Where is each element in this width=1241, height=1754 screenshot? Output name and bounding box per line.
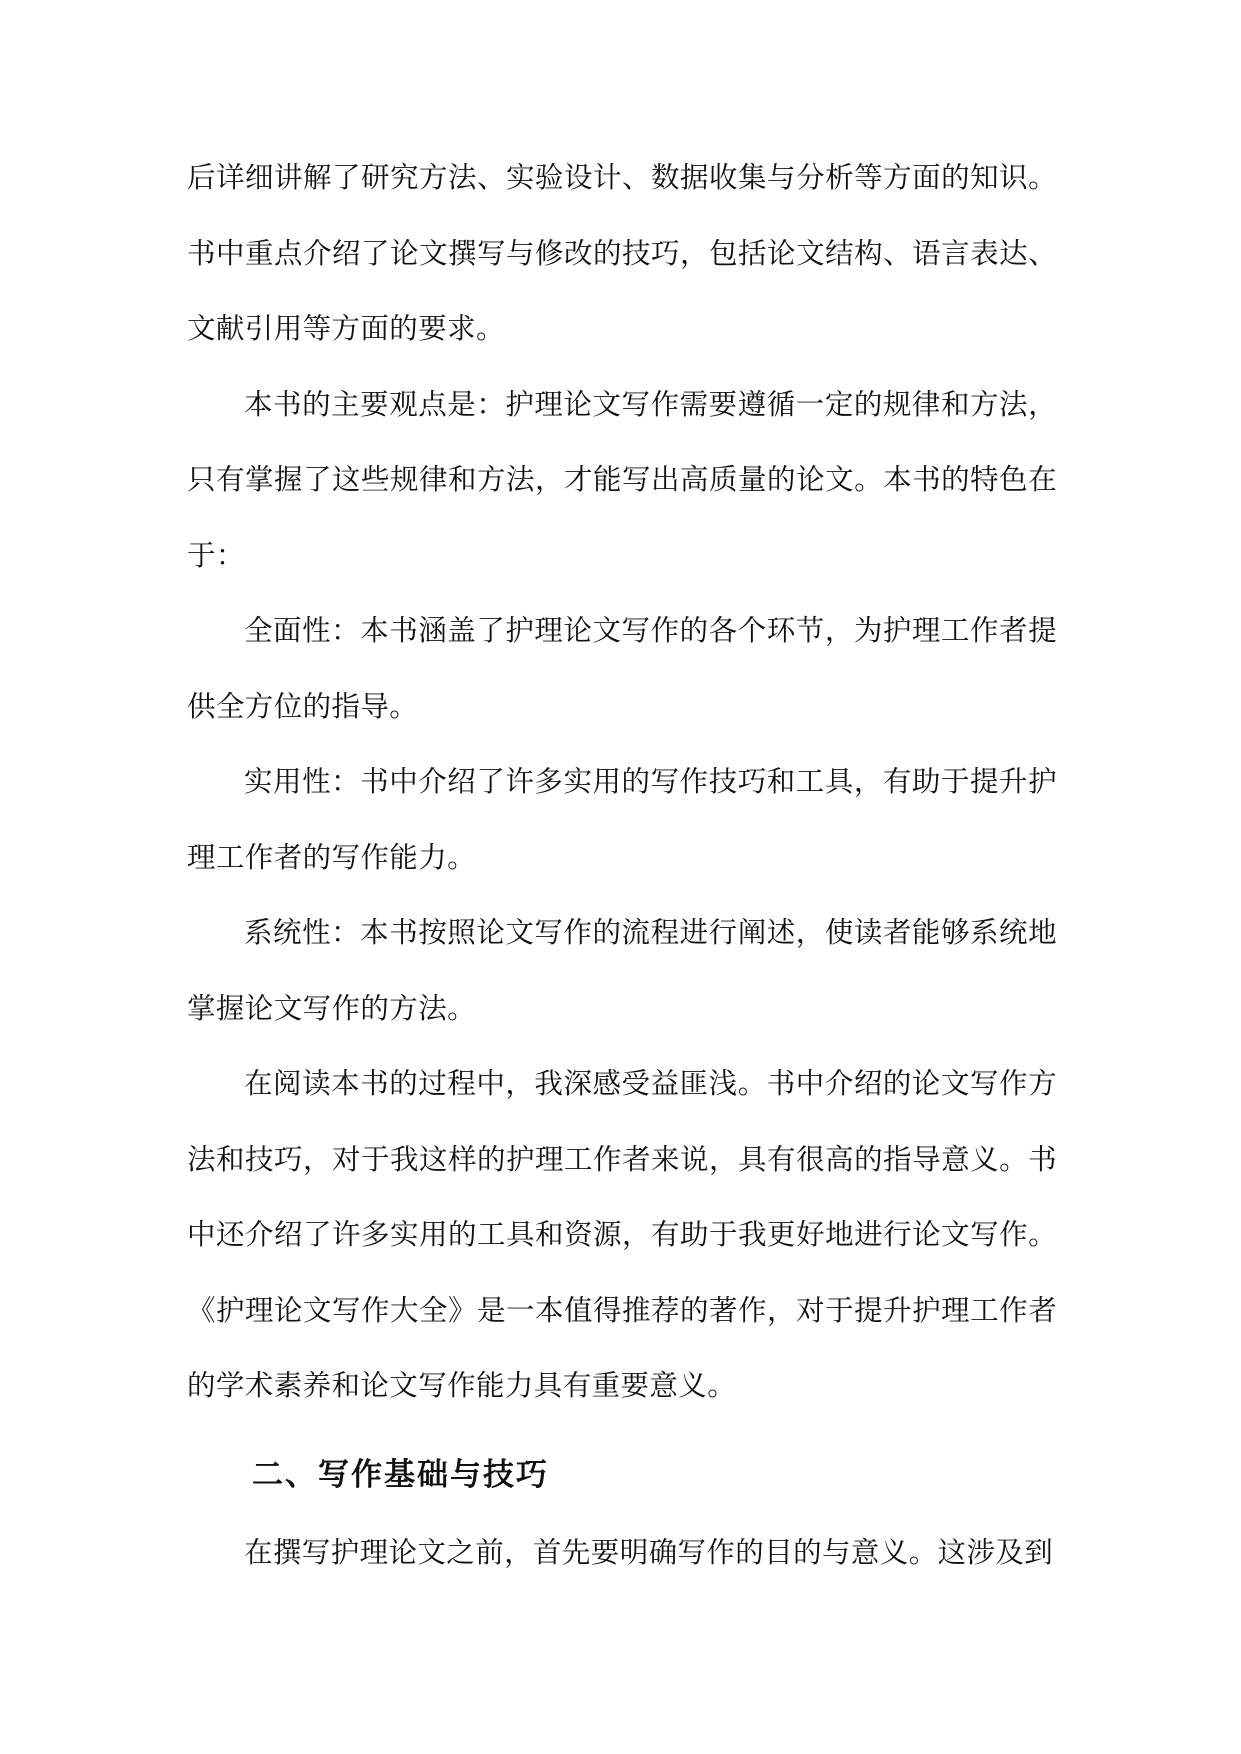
body-paragraph: 全面性：本书涵盖了护理论文写作的各个环节，为护理工作者提供全方位的指导。: [187, 614, 1057, 723]
body-paragraph: 系统性：本书按照论文写作的流程进行阐述，使读者能够系统地掌握论文写作的方法。: [187, 916, 1057, 1025]
document-body: [187, 140, 1057, 1591]
body-paragraph: 后详细讲解了研究方法、实验设计、数据收集与分析等方面的知识。书中重点介绍了论文撰写与修改的技巧，包括论文结构、语言表达、文献引用等方面的要求。: [187, 161, 1057, 345]
section-heading: 二、写作基础与技巧: [252, 1456, 549, 1493]
body-paragraph: 在撰写护理论文之前，首先要明确写作的目的与意义。这涉及到: [244, 1536, 1054, 1569]
body-paragraph: 实用性：书中介绍了许多实用的写作技巧和工具，有助于提升护理工作者的写作能力。: [187, 765, 1057, 874]
body-paragraph: 本书的主要观点是：护理论文写作需要遵循一定的规律和方法，只有掌握了这些规律和方法，才能写出高质量的论文。本书的特色在于：: [187, 387, 1057, 572]
body-paragraph: 在阅读本书的过程中，我深感受益匪浅。书中介绍的论文写作方法和技巧，对于我这样的护理工作者来说，具有很高的指导意义。书中还介绍了许多实用的工具和资源，有助于我更好地进行论文写作。《护理论文写作大全》是一本值得推荐的著作，对于提升护理工作者的学术素养和论文写作能力具有重要意义。: [187, 1067, 1057, 1402]
